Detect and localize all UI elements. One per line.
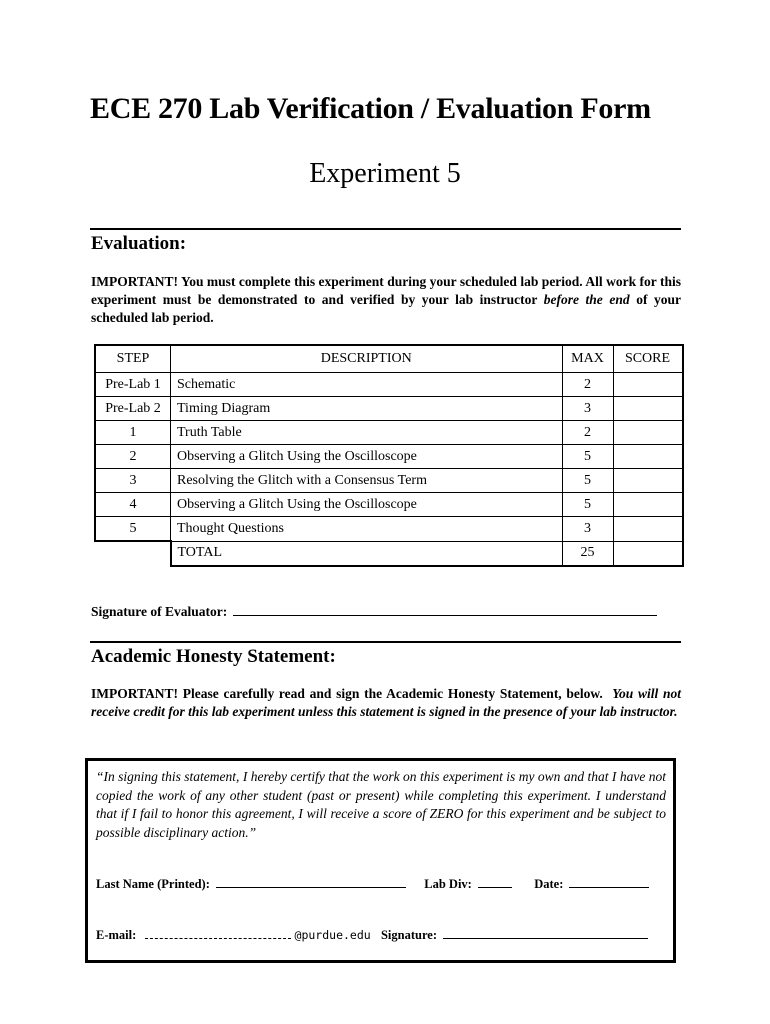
- row-step: 3: [95, 469, 171, 493]
- evaluator-signature-row: [91, 603, 657, 620]
- date-label: Date:: [534, 877, 564, 891]
- score-cell[interactable]: [613, 373, 683, 397]
- header-max: MAX: [562, 345, 613, 373]
- table-header-row: [95, 345, 683, 373]
- evaluation-heading: Evaluation:: [91, 233, 187, 254]
- honesty-notice-text: IMPORTANT! Please carefully read and sign the Academic Honesty Statement, below.: [91, 686, 603, 701]
- evaluation-notice-text: IMPORTANT! You must complete this experiment during your scheduled lab period. All work for this experiment must be demonstrated to and verified by your lab instructor: [91, 274, 681, 307]
- date-field[interactable]: [569, 876, 649, 888]
- score-cell[interactable]: [613, 421, 683, 445]
- email-label: E-mail:: [96, 928, 137, 942]
- row-step: Pre-Lab 2: [95, 397, 171, 421]
- row-step: 5: [95, 517, 171, 542]
- evaluator-signature-label: Signature of Evaluator:: [91, 604, 228, 619]
- evaluation-notice-emphasis: before the end: [543, 292, 630, 307]
- form-title: ECE 270 Lab Verification / Evaluation Form: [90, 92, 651, 125]
- evaluator-signature-field[interactable]: [233, 603, 657, 616]
- table-row: [95, 421, 683, 445]
- score-cell[interactable]: [613, 517, 683, 542]
- row-max: 5: [562, 493, 613, 517]
- score-cell[interactable]: [613, 469, 683, 493]
- row-step: Pre-Lab 1: [95, 373, 171, 397]
- total-score-cell[interactable]: [613, 541, 683, 566]
- signature-label: Signature:: [380, 928, 437, 942]
- table-row: [95, 517, 683, 542]
- row-description: Truth Table: [171, 421, 563, 445]
- total-label: TOTAL: [171, 541, 563, 566]
- score-cell[interactable]: [613, 397, 683, 421]
- row-max: 3: [562, 397, 613, 421]
- row-max: 3: [562, 517, 613, 542]
- row-max: 5: [562, 445, 613, 469]
- experiment-subtitle: Experiment 5: [309, 158, 461, 189]
- empty-cell: [95, 541, 171, 566]
- row-description: Thought Questions: [171, 517, 563, 542]
- lab-div-label: Lab Div:: [424, 877, 472, 891]
- row-step: 1: [95, 421, 171, 445]
- last-name-label: Last Name (Printed):: [96, 877, 210, 891]
- table-row: [95, 469, 683, 493]
- evaluation-table: [94, 344, 684, 567]
- honesty-statement-text: “In signing this statement, I hereby certify that the work on this experiment is my own and that I have not copied the work of any other student (past or present) while completing this experiment. I understand that if I fail to honor this agreement, I will receive a score of ZERO for this experiment and be subject to possible disciplinary action.”: [96, 769, 666, 840]
- header-description: DESCRIPTION: [171, 345, 563, 373]
- row-description: Schematic: [171, 373, 563, 397]
- row-description: Timing Diagram: [171, 397, 563, 421]
- table-row: [95, 493, 683, 517]
- row-max: 2: [562, 421, 613, 445]
- row-description: Observing a Glitch Using the Oscilloscope: [171, 445, 563, 469]
- section-divider: [90, 228, 681, 230]
- honesty-notice: [91, 685, 681, 721]
- email-domain: @purdue.edu: [294, 928, 371, 942]
- last-name-field[interactable]: [216, 876, 406, 888]
- row-description: Resolving the Glitch with a Consensus Term: [171, 469, 563, 493]
- lab-div-field[interactable]: [478, 876, 512, 888]
- score-cell[interactable]: [613, 445, 683, 469]
- student-signature-field[interactable]: [443, 927, 648, 939]
- email-field[interactable]: [145, 927, 291, 939]
- honesty-notice-emphasis: You will not receive credit for this lab experiment unless this statement is signed in the presence of your lab instructor.: [91, 686, 682, 719]
- student-info-row: [96, 876, 649, 892]
- score-cell[interactable]: [613, 493, 683, 517]
- honesty-heading: Academic Honesty Statement:: [91, 646, 336, 667]
- student-contact-row: [96, 927, 648, 943]
- section-divider: [90, 641, 681, 643]
- row-step: 2: [95, 445, 171, 469]
- header-score: SCORE: [613, 345, 683, 373]
- evaluation-notice-end: of your scheduled lab period.: [91, 292, 682, 325]
- table-row: [95, 373, 683, 397]
- evaluation-notice: [91, 273, 681, 327]
- header-step: STEP: [95, 345, 171, 373]
- row-max: 2: [562, 373, 613, 397]
- row-step: 4: [95, 493, 171, 517]
- table-row: [95, 445, 683, 469]
- row-max: 5: [562, 469, 613, 493]
- row-description: Observing a Glitch Using the Oscilloscope: [171, 493, 563, 517]
- table-total-row: [95, 541, 683, 566]
- total-max: 25: [562, 541, 613, 566]
- table-row: [95, 397, 683, 421]
